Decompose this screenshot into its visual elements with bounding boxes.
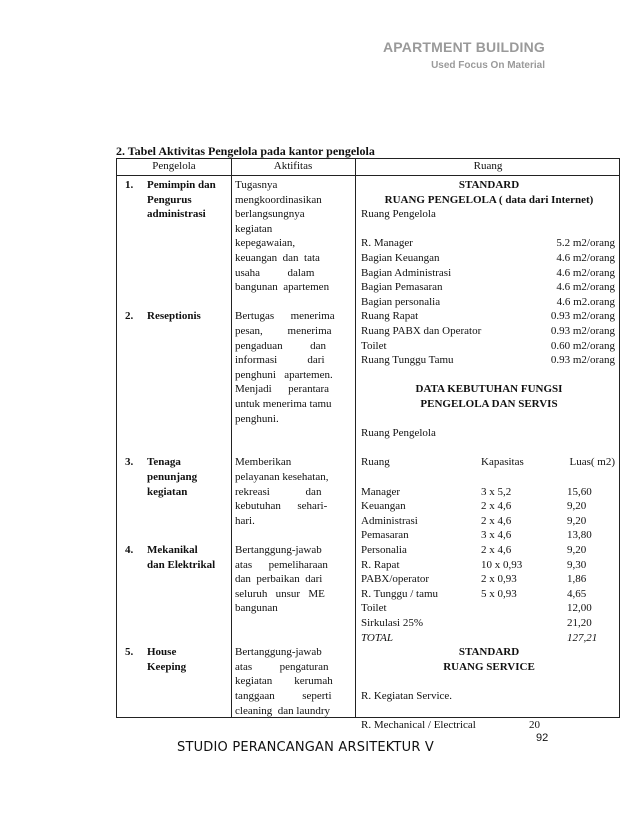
service-room-name: R. Kegiatan Service. bbox=[361, 690, 453, 702]
pengelola-number: 3. bbox=[125, 456, 134, 469]
standard-room-size: 4.6 m2/orang bbox=[556, 266, 615, 279]
aktifitas-line: untuk menerima tamu bbox=[235, 398, 332, 410]
aktifitas-line: pelayanan kesehatan, bbox=[235, 471, 329, 483]
aktifitas-line: pesan, menerima bbox=[235, 325, 332, 337]
standard-room-name: R. Manager bbox=[361, 237, 413, 250]
standard-room-size: 5.2 m2/orang bbox=[556, 237, 615, 250]
standard-room-name: Bagian Administrasi bbox=[361, 266, 452, 279]
aktifitas-line: Tugasnya bbox=[235, 179, 278, 191]
activity-table bbox=[116, 158, 620, 732]
column-divider-1 bbox=[231, 159, 232, 717]
kebutuhan-room-name: Manager bbox=[361, 485, 401, 498]
pengelola-number: 4. bbox=[125, 544, 134, 556]
kebutuhan-col-kapasitas: Kapasitas bbox=[481, 456, 524, 469]
standard-room-name: Ruang Rapat bbox=[361, 310, 419, 323]
pengelola-name-line: Pemimpin dan bbox=[147, 179, 216, 191]
kebutuhan-room-area: 9,20 bbox=[567, 514, 587, 527]
aktifitas-line: Bertugas menerima bbox=[235, 310, 335, 323]
kebutuhan-room-name: R. Rapat bbox=[361, 558, 400, 571]
footer-text: STUDIO PERANCANGAN ARSITEKTUR V bbox=[177, 740, 435, 755]
aktifitas-line: Bertanggung-jawab bbox=[235, 646, 322, 659]
header-title: APARTMENT BUILDING bbox=[383, 39, 545, 55]
aktifitas-line: tanggaan seperti bbox=[235, 690, 332, 702]
aktifitas-line: Menjadi perantara bbox=[235, 383, 330, 396]
standard-room-size: 4.6 m2/orang bbox=[556, 252, 615, 264]
kebutuhan-room-capacity: 3 x 5,2 bbox=[481, 485, 512, 498]
kebutuhan-room-area: 9,30 bbox=[567, 558, 587, 571]
header-subtitle: Used Focus On Material bbox=[431, 60, 545, 71]
kebutuhan-room-capacity: 3 x 4,6 bbox=[481, 529, 512, 542]
kebutuhan-room-capacity: 2 x 4,6 bbox=[481, 514, 512, 527]
pengelola-name-line: dan Elektrikal bbox=[147, 558, 216, 571]
aktifitas-line: atas pengaturan bbox=[235, 660, 329, 673]
kebutuhan-room-area: 4,65 bbox=[567, 587, 587, 600]
aktifitas-line: kebutuhan sehari- bbox=[235, 500, 328, 513]
aktifitas-line: atas pemeliharaan bbox=[235, 558, 328, 571]
service-room-name: R. Mechanical / Electrical bbox=[361, 719, 476, 732]
kebutuhan-room-name: Personalia bbox=[361, 544, 407, 556]
column-header-aktifitas: Aktifitas bbox=[273, 160, 313, 172]
kebutuhan-room-area: 9,20 bbox=[567, 544, 587, 556]
aktifitas-line: kegiatan kerumah bbox=[235, 675, 333, 688]
pengelola-name-line: Pengurus bbox=[147, 193, 192, 206]
standard-room-size: 0.93 m2/orang bbox=[550, 310, 615, 323]
ruang-pengelola-heading: RUANG PENGELOLA ( data dari Internet) bbox=[384, 193, 594, 206]
aktifitas-line: rekreasi dan bbox=[235, 485, 322, 498]
kebutuhan-room-capacity: 2 x 4,6 bbox=[481, 544, 512, 556]
kebutuhan-room-area: 12,00 bbox=[567, 602, 592, 615]
aktifitas-line: seluruh unsur ME bbox=[235, 587, 325, 600]
kebutuhan-room-name: Toilet bbox=[361, 602, 387, 615]
service-heading-1: STANDARD bbox=[458, 646, 520, 659]
aktifitas-line: usaha dalam bbox=[235, 266, 315, 279]
kebutuhan-total-label: TOTAL bbox=[361, 631, 394, 644]
aktifitas-line: hari. bbox=[235, 514, 255, 527]
aktifitas-line: keuangan dan tata bbox=[235, 252, 320, 264]
aktifitas-line: cleaning dan laundry bbox=[235, 704, 330, 717]
kebutuhan-room-area: 1,86 bbox=[567, 573, 587, 586]
kebutuhan-total-value: 127,21 bbox=[567, 631, 598, 644]
pengelola-name-line: administrasi bbox=[147, 208, 206, 221]
kebutuhan-room-name: Sirkulasi 25% bbox=[361, 617, 424, 629]
standard-room-name: Ruang PABX dan Operator bbox=[361, 325, 482, 337]
kebutuhan-room-name: Administrasi bbox=[361, 514, 418, 527]
column-header-pengelola: Pengelola bbox=[152, 160, 196, 172]
pengelola-name-line: House bbox=[147, 646, 177, 659]
aktifitas-line: pengaduan dan bbox=[235, 339, 327, 352]
kebutuhan-room-capacity: 10 x 0,93 bbox=[481, 558, 523, 571]
kebutuhan-col-luas: Luas( m2) bbox=[569, 456, 615, 469]
standard-room-name: Ruang Tunggu Tamu bbox=[361, 354, 454, 367]
service-room-value: 20 bbox=[529, 719, 540, 732]
column-header-ruang: Ruang bbox=[473, 160, 503, 172]
pengelola-name-line: Mekanikal bbox=[147, 544, 198, 556]
section-title: 2. Tabel Aktivitas Pengelola pada kantor pengelola bbox=[116, 144, 375, 158]
ruang-pengelola-label: Ruang Pengelola bbox=[361, 208, 436, 221]
aktifitas-line: bangunan apartemen bbox=[235, 281, 330, 294]
pengelola-number: 5. bbox=[125, 646, 134, 659]
kebutuhan-room-name: Keuangan bbox=[361, 500, 406, 513]
aktifitas-line: berlangsungnya bbox=[235, 208, 305, 221]
pengelola-name-line: Keeping bbox=[147, 660, 187, 673]
service-heading-2: RUANG SERVICE bbox=[443, 660, 535, 673]
standard-heading: STANDARD bbox=[458, 179, 520, 191]
aktifitas-line: informasi dari bbox=[235, 354, 325, 367]
standard-room-size: 0.93 m2/orang bbox=[550, 354, 615, 367]
aktifitas-line: Bertanggung-jawab bbox=[235, 544, 322, 556]
aktifitas-line: dan perbaikan dari bbox=[235, 573, 323, 586]
ruang-pengelola-label-2: Ruang Pengelola bbox=[361, 427, 436, 440]
pengelola-name-line: Tenaga bbox=[147, 456, 181, 469]
standard-room-size: 0.60 m2/orang bbox=[550, 339, 615, 352]
pengelola-name-line: Reseptionis bbox=[147, 310, 201, 323]
standard-room-size: 4.6 m2/orang bbox=[556, 281, 615, 294]
standard-room-name: Toilet bbox=[361, 339, 387, 352]
kebutuhan-room-name: Pemasaran bbox=[361, 529, 409, 542]
kebutuhan-room-area: 13,80 bbox=[567, 529, 592, 542]
kebutuhan-room-name: R. Tunggu / tamu bbox=[361, 587, 439, 600]
standard-room-size: 0.93 m2/orang bbox=[550, 325, 615, 337]
aktifitas-line: penghuni apartemen. bbox=[235, 368, 333, 381]
standard-room-name: Bagian Pemasaran bbox=[361, 281, 443, 294]
kebutuhan-room-name: PABX/operator bbox=[361, 573, 430, 586]
aktifitas-line: kegiatan bbox=[235, 222, 273, 235]
standard-room-size: 4.6 m2.orang bbox=[556, 295, 615, 308]
page-number: 92 bbox=[536, 732, 549, 744]
column-divider-2 bbox=[355, 159, 356, 717]
kebutuhan-col-ruang: Ruang bbox=[361, 456, 390, 469]
kebutuhan-heading-2: PENGELOLA DAN SERVIS bbox=[420, 398, 558, 410]
aktifitas-line: kepegawaian, bbox=[235, 237, 296, 250]
kebutuhan-heading-1: DATA KEBUTUHAN FUNGSI bbox=[415, 383, 563, 396]
pengelola-name-line: penunjang bbox=[147, 471, 198, 483]
kebutuhan-room-area: 15,60 bbox=[567, 485, 592, 498]
aktifitas-line: penghuni. bbox=[235, 412, 279, 425]
aktifitas-line: Memberikan bbox=[235, 456, 292, 469]
kebutuhan-room-area: 9,20 bbox=[567, 500, 587, 513]
standard-room-name: Bagian Keuangan bbox=[361, 252, 440, 264]
kebutuhan-room-capacity: 5 x 0,93 bbox=[481, 587, 517, 600]
aktifitas-line: bangunan bbox=[235, 602, 278, 615]
standard-room-name: Bagian personalia bbox=[361, 295, 441, 308]
aktifitas-line: mengkoordinasikan bbox=[235, 193, 322, 206]
pengelola-name-line: kegiatan bbox=[147, 485, 188, 498]
kebutuhan-room-capacity: 2 x 0,93 bbox=[481, 573, 517, 586]
kebutuhan-room-capacity: 2 x 4,6 bbox=[481, 500, 512, 513]
pengelola-number: 1. bbox=[125, 179, 134, 191]
kebutuhan-room-area: 21,20 bbox=[567, 617, 592, 629]
pengelola-number: 2. bbox=[125, 310, 134, 323]
header-divider bbox=[117, 175, 619, 176]
